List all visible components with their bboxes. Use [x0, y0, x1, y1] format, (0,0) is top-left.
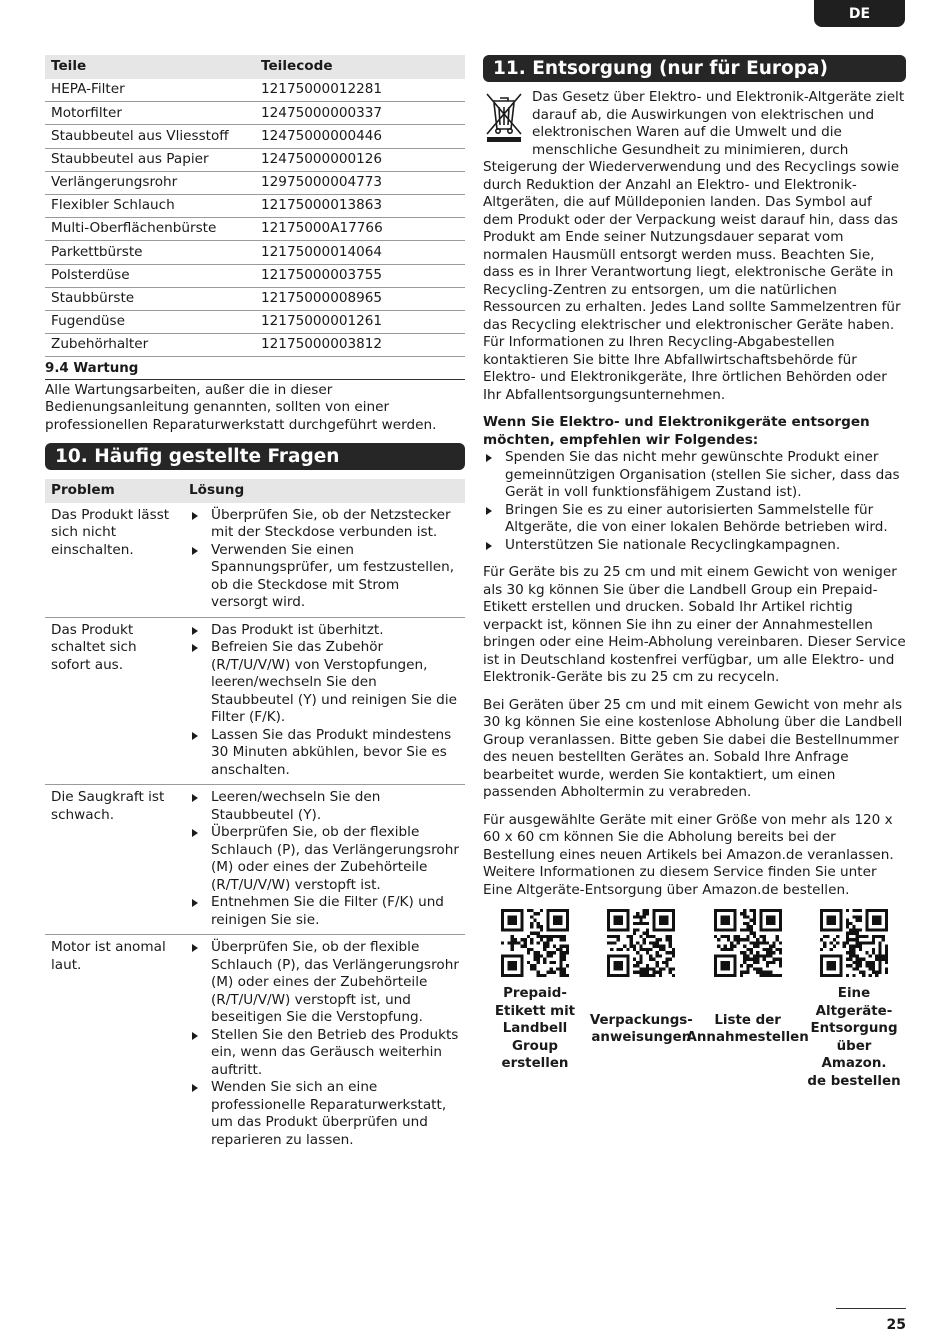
part-code: 12175000013863 [255, 194, 465, 217]
qr-code-label: Liste der Annahmestellen [686, 1012, 809, 1045]
qr-code-item [686, 909, 809, 1090]
part-code: 12175000003755 [255, 264, 465, 287]
solution-list [189, 507, 459, 612]
qr-code-icon[interactable] [820, 909, 888, 977]
solution-item: Wenden Sie sich an eine professionelle Reparaturwerkstatt, um das Produkt überprüfen und reparieren zu lassen. [189, 1079, 459, 1149]
page-number: 25 [886, 1317, 906, 1333]
recommendation-list [483, 449, 906, 554]
faq-row [45, 617, 465, 785]
faq-problem: Die Saugkraft ist schwach. [45, 785, 183, 935]
table-row [45, 102, 465, 125]
parts-table [45, 55, 465, 357]
recommendation-item: Spenden Sie das nicht mehr gewünschte Produkt einer gemeinnützigen Organisation (stellen Sie sicher, dass das Gerät in voll funktionsfähigem Zustand ist). [483, 449, 906, 502]
faq-section-title: 10. Häufig gestellte Fragen [45, 443, 465, 470]
recommendation-item: Bringen Sie es zu einer autorisierten Sammelstelle für Altgeräte, die von einer lokalen Behörde betrieben wird. [483, 502, 906, 537]
table-row [45, 79, 465, 102]
part-code: 12175000014064 [255, 241, 465, 264]
maintenance-heading: 9.4 Wartung [45, 360, 465, 380]
parts-table-body [45, 79, 465, 357]
part-name: Zubehörhalter [45, 334, 255, 357]
disposal-intro-text: Das Gesetz über Elektro- und Elektronik-Altgeräte zielt darauf ab, die Auswirkungen von elektrischen und elektronischen Waren auf die Umwelt und die menschliche Gesundheit zu minimieren, durch Steigerung der Wiederverwendung und des Recyclings sowie durch Reduktion der Anzahl an Elektro- und Elektronik-Altgeräten, die auf Mülldeponien landen. Das Symbol auf dem Produkt oder der Verpackung weist darauf hin, dass das Produkt am Ende seiner Nutzungsdauer separat vom normalen Hausmüll entsorgt werden muss. Beachten Sie, dass es in Ihrer Verantwortung liegt, elektronische Geräte in Recycling-Zentren zu entsorgen, um die natürlichen Ressourcen zu erhalten. Jedes Land sollte Sammelzentren für das Recycling elektrischer und elektronischer Geräte haben. Für Informationen zu Ihren Recycling-Abgabestellen kontaktieren Sie bitte Ihre Abfallwirtschaftsbehörde für Elektro- und Elektronikgeräte, Ihre örtlichen Behörden oder Ihr Abfallentsorgungsunternehmen. [483, 89, 905, 403]
faq-solution [183, 617, 465, 785]
table-row [45, 310, 465, 333]
solution-item: Überprüfen Sie, ob der flexible Schlauch (P), das Verlängerungsrohr (M) oder eines der Zubehörteile (R/T/U/V/W) verstopft ist. [189, 824, 459, 894]
maintenance-text: Alle Wartungsarbeiten, außer die in dieser Bedienungsanleitung genannten, sollten von einer professionellen Reparaturwerkstatt durchgeführt werden. [45, 381, 437, 433]
left-column [45, 55, 465, 1154]
solution-item: Leeren/wechseln Sie den Staubbeutel (Y). [189, 789, 459, 824]
table-row [45, 241, 465, 264]
parts-col-code: Teilecode [255, 55, 465, 79]
part-name: Motorfilter [45, 102, 255, 125]
solution-item: Das Produkt ist überhitzt. [189, 622, 459, 640]
part-code: 12975000004773 [255, 171, 465, 194]
right-column [483, 55, 906, 1090]
faq-table [45, 479, 465, 1154]
solution-item: Stellen Sie den Betrieb des Produkts ein, wenn das Geräusch weiterhin auftritt. [189, 1027, 459, 1080]
solution-item: Befreien Sie das Zubehör (R/T/U/V/W) von Verstopfungen, leeren/wechseln Sie den Staubbeutel (Y) und reinigen Sie die Filter (F/K). [189, 639, 459, 727]
table-row [45, 171, 465, 194]
part-name: Staubbeutel aus Papier [45, 148, 255, 171]
faq-table-header [45, 479, 465, 503]
solution-list [189, 939, 459, 1149]
qr-code-icon[interactable] [501, 909, 569, 977]
part-name: Staubbeutel aus Vliesstoff [45, 125, 255, 148]
part-name: HEPA-Filter [45, 79, 255, 102]
table-row [45, 218, 465, 241]
part-name: Multi-Oberflächenbürste [45, 218, 255, 241]
part-code: 12475000000446 [255, 125, 465, 148]
faq-problem: Motor ist anomal laut. [51, 939, 166, 973]
qr-code-icon[interactable] [714, 909, 782, 977]
faq-row [45, 935, 465, 1155]
faq-solution [183, 503, 465, 618]
qr-code-label: Prepaid- Etikett mit Landbell Group erstellen [494, 986, 576, 1072]
qr-code-item [591, 909, 691, 1090]
crossed-out-wheelie-bin-icon [484, 91, 524, 143]
qr-code-label: Eine Altgeräte- Entsorgung über Amazon. de bestellen [807, 986, 901, 1089]
faq-row [45, 503, 465, 618]
table-row [45, 125, 465, 148]
solution-item: Verwenden Sie einen Spannungsprüfer, um festzustellen, ob die Steckdose mit Strom versorgt wird. [189, 542, 459, 612]
disposal-intro-block [483, 89, 906, 404]
qr-code-item [804, 909, 904, 1090]
part-code: 12175000001261 [255, 310, 465, 333]
qr-code-row [483, 909, 906, 1090]
qr-code-item [485, 909, 585, 1090]
faq-problem: Das Produkt lässt sich nicht einschalten. [45, 503, 183, 618]
faq-row [45, 785, 465, 935]
solution-item: Lassen Sie das Produkt mindestens 30 Minuten abkühlen, bevor Sie es anschalten. [189, 727, 459, 780]
solution-item: Entnehmen Sie die Filter (F/K) und reinigen Sie sie. [189, 894, 459, 929]
part-code: 12475000000126 [255, 148, 465, 171]
table-row [45, 264, 465, 287]
small-devices-text: Für Geräte bis zu 25 cm und mit einem Gewicht von weniger als 30 kg können Sie über die Landbell Group ein Prepaid-Etikett erstellen und drucken. Sobald Ihr Artikel richtig verpackt ist, können Sie ihn zu einer der Annahmestellen bringen oder eine Heim-Abholung vereinbaren. Dieser Service ist in Deutschland kostenfrei verfügbar, um alle Elektro- und Elektronik-Geräte bis zu 25 cm zu recyceln. [483, 564, 906, 685]
language-tab: DE [814, 0, 905, 27]
recommendation-item: Unterstützen Sie nationale Recyclingkampagnen. [483, 537, 906, 555]
faq-solution [183, 785, 465, 935]
large-devices-text: Bei Geräten über 25 cm und mit einem Gewicht von mehr als 30 kg können Sie eine kostenlose Abholung über die Landbell Group veranlassen. Bitte geben Sie dabei die Bestellnummer des neuen bestellten Gerätes an. Sobald Ihre Anfrage bearbeitet wurde, werden Sie kontaktiert, um einen passenden Abholtermin zu verabreden. [483, 696, 903, 800]
solution-list [189, 622, 459, 780]
faq-table-body [45, 503, 465, 1155]
qr-code-label: Verpackungs- anweisungen [589, 1012, 693, 1045]
footer-rule [836, 1308, 906, 1309]
part-name: Flexibler Schlauch [45, 194, 255, 217]
part-name: Verlängerungsrohr [45, 171, 255, 194]
solution-list [189, 789, 459, 929]
solution-item: Überprüfen Sie, ob der Netzstecker mit der Steckdose verbunden ist. [189, 507, 459, 542]
amazon-pickup-text: Für ausgewählte Geräte mit einer Größe von mehr als 120 x 60 x 60 cm können Sie die Abholung bereits bei der Bestellung eines neuen Artikels bei Amazon.de veranlassen. Weitere Informationen zu diesem Service finden Sie unter Eine Altgeräte-Entsorgung über Amazon.de bestellen. [483, 811, 894, 898]
part-name: Fugendüse [45, 310, 255, 333]
qr-code-icon[interactable] [607, 909, 675, 977]
part-name: Parkettbürste [45, 241, 255, 264]
faq-col-solution: Lösung [183, 479, 465, 503]
table-row [45, 194, 465, 217]
disposal-section-title: 11. Entsorgung (nur für Europa) [483, 55, 906, 82]
table-row [45, 148, 465, 171]
part-code: 12175000003812 [255, 334, 465, 357]
part-code: 12175000012281 [255, 79, 465, 102]
part-name: Staubbürste [45, 287, 255, 310]
parts-col-part: Teile [45, 55, 255, 79]
part-name: Polsterdüse [45, 264, 255, 287]
recommend-heading: Wenn Sie Elektro- und Elektronikgeräte entsorgen möchten, empfehlen wir Folgendes: [483, 414, 870, 448]
faq-solution [183, 935, 465, 1155]
part-code: 12175000A17766 [255, 218, 465, 241]
table-row [45, 334, 465, 357]
solution-item: Überprüfen Sie, ob der flexible Schlauch (P), das Verlängerungsrohr (M) oder eines der Zubehörteile (R/T/U/V/W) verstopft ist, und beseitigen Sie die Verstopfung. [189, 939, 459, 1027]
table-row [45, 287, 465, 310]
faq-problem: Das Produkt schaltet sich sofort aus. [45, 617, 183, 785]
parts-table-header [45, 55, 465, 79]
part-code: 12475000000337 [255, 102, 465, 125]
faq-col-problem: Problem [45, 479, 183, 503]
part-code: 12175000008965 [255, 287, 465, 310]
